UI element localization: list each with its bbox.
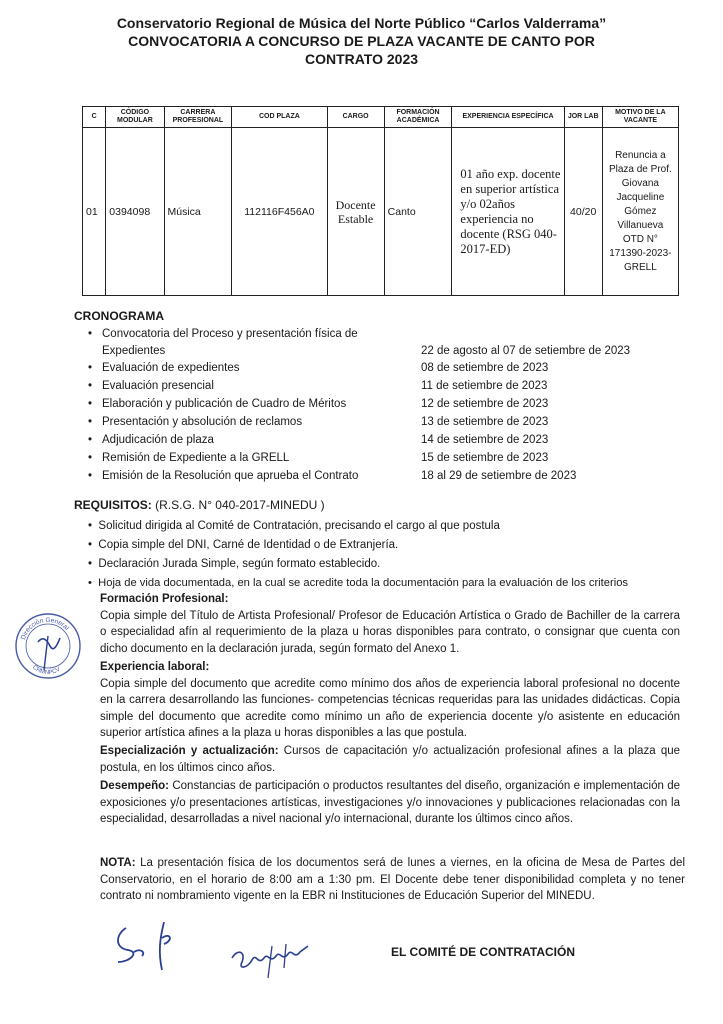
experiencia-text: Copia simple del documento que acredite como mínimo dos años de experiencia laboral profesional no docente en la carrera desarrollando las funciones- competencias técnicas requeridas para las unidades didácticas. Copia simple del documento que acredite como mínimo un año de experiencia docente y/o asistente en educación superior artística afines a la plaza u horas disponibles a las que postula. [100,677,680,739]
vacancy-table [82,106,679,296]
bullet-icon: • [88,558,99,570]
list-item [88,556,688,573]
cell-cargo: Docente Estable [327,128,384,296]
schedule-label: Emisión de la Resolución que aprueba el Contrato [102,470,359,482]
col-header: FORMACIÓN ACADÉMICA [384,107,452,128]
schedule-label: Remisión de Expediente a la GRELL [102,452,290,464]
schedule-date: 13 de setiembre de 2023 [421,416,549,428]
seal-top-text: Dirección General [19,616,71,641]
seal-bottom-text: CRMNPCV [31,664,62,677]
formacion-section [100,591,680,657]
formacion-text: Copia simple del Título de Artista Profesional/ Profesor de Educación Artística o Grado de Bachiller de la carrera o especialidad afín al requerimiento de la plaza u horas disponibles para contrato, o consignar que cuenta con dicho documento en la declaración jurada, según formato del Anexo 1. [100,609,680,655]
bullet-icon: • [88,577,99,589]
handwritten-signature-1 [112,918,182,976]
schedule-label: Convocatoria del Proceso y presentación física de Expedientes [102,328,358,357]
table-row [83,128,679,296]
bullet-icon: • [88,416,93,428]
bullet-icon: • [88,452,93,464]
cronograma-title: CRONOGRAMA [74,309,164,323]
bullet-icon: • [88,434,93,446]
requisitos-ref: (R.S.G. N° 040-2017-MINEDU ) [151,498,325,512]
especializacion-section [100,743,680,776]
schedule-date: 08 de setiembre de 2023 [421,362,549,374]
col-header: EXPERIENCIA ESPECÍFICA [452,107,564,128]
schedule-label: Evaluación de expedientes [102,362,240,374]
requisitos-label: REQUISITOS: [74,498,152,512]
cell-experiencia: 01 año exp. docente en superior artística y/o 02años experiencia no docente (RSG 040-2017-ED) [452,128,564,296]
cell-jornada: 40/20 [564,128,602,296]
bullet-icon: • [88,539,99,551]
bullet-icon: • [88,328,93,340]
schedule-date: 15 de setiembre de 2023 [421,452,549,464]
schedule-date: 14 de setiembre de 2023 [421,434,549,446]
col-header: CARRERA PROFESIONAL [164,107,232,128]
list-item [88,575,698,592]
handwritten-signature-2 [228,938,314,984]
col-header: CARGO [327,107,384,128]
bullet-icon: • [88,362,93,374]
desempeno-section [100,778,680,828]
cell-formacion: Canto [384,128,452,296]
list-item [88,518,688,535]
schedule-label: Elaboración y publicación de Cuadro de Méritos [102,398,347,410]
schedule-label: Evaluación presencial [102,380,214,392]
requisitos-title [74,498,325,512]
col-header: CÓDIGO MODULAR [106,107,164,128]
desempeno-text: Constancias de participación o productos resultantes del diseño, organización e implementación de exposiciones y/o presentaciones artísticas, investigaciones y/o innovaciones y publicaciones relacionadas con la especialidad, desarrolladas a nivel nacional y/o internacional, durante los últimos cinco años. [100,780,680,825]
requirement-text: Declaración Jurada Simple, según formato establecido. [98,558,381,570]
bullet-icon: • [88,380,93,392]
cell-plaza: 112116F456A0 [232,128,327,296]
comite-signature-label: EL COMITÉ DE CONTRATACIÓN [391,945,575,959]
list-item [88,537,688,554]
bullet-icon: • [88,470,93,482]
schedule-label: Adjudicación de plaza [102,434,214,446]
cell-carrera: Música [164,128,232,296]
convocatoria-subtitle: CONTRATO 2023 [304,51,419,67]
nota-label: NOTA: [100,857,136,869]
col-header: C [83,107,106,128]
experiencia-title: Experiencia laboral: [100,661,210,673]
nota-paragraph [100,855,685,905]
cell-codigo: 0394098 [106,128,164,296]
experiencia-section [100,659,680,742]
formacion-title: Formación Profesional: [100,593,229,605]
requirement-text: Copia simple del DNI, Carné de Identidad o de Extranjería. [98,539,399,551]
schedule-date: 11 de setiembre de 2023 [421,380,548,392]
especializacion-text: Cursos de capacitación y/o actualización profesional afines a la plaza que postula, en los últimos cinco años. [100,745,681,774]
cell-motivo: Renuncia a Plaza de Prof. Giovana Jacqueline Gómez Villanueva OTD N° 171390-2023-GRELL [602,128,678,296]
table-header-row [83,107,679,128]
requirement-text: Hoja de vida documentada, en la cual se acredite toda la documentación para la evaluación de los criterios [98,577,629,589]
col-header: MOTIVO DE LA VACANTE [602,107,678,128]
schedule-date: 22 de agosto al 07 de setiembre de 2023 [421,345,631,357]
cell-c: 01 [83,128,106,296]
schedule-date: 12 de setiembre de 2023 [421,398,549,410]
schedule-label: Presentación y absolución de reclamos [102,416,303,428]
official-seal-stamp [14,612,82,680]
nota-text: La presentación física de los documentos será de lunes a viernes, en la oficina de Mesa de Partes del Conservatorio, en el horario de 8:00 am a 1:30 pm. El Docente debe tener disponibilidad completa y no tener contrato ni nombramiento vigente en la EBR ni Instituciones de Educación Superior del MINEDU. [100,857,685,902]
schedule-date: 18 al 29 de setiembre de 2023 [421,470,577,482]
bullet-icon: • [88,398,93,410]
requirement-text: Solicitud dirigida al Comité de Contratación, precisando el cargo al que postula [98,520,500,532]
document-header [60,14,663,68]
especializacion-title: Especialización y actualización: [100,745,279,757]
desempeno-title: Desempeño: [100,780,170,792]
convocatoria-title: CONVOCATORIA A CONCURSO DE PLAZA VACANTE DE CANTO POR [128,33,595,49]
col-header: JOR LAB [564,107,602,128]
list-item [88,326,678,360]
bullet-icon: • [88,520,99,532]
col-header: COD PLAZA [232,107,327,128]
institution-title: Conservatorio Regional de Música del Norte Público “Carlos Valderrama” [116,15,607,31]
